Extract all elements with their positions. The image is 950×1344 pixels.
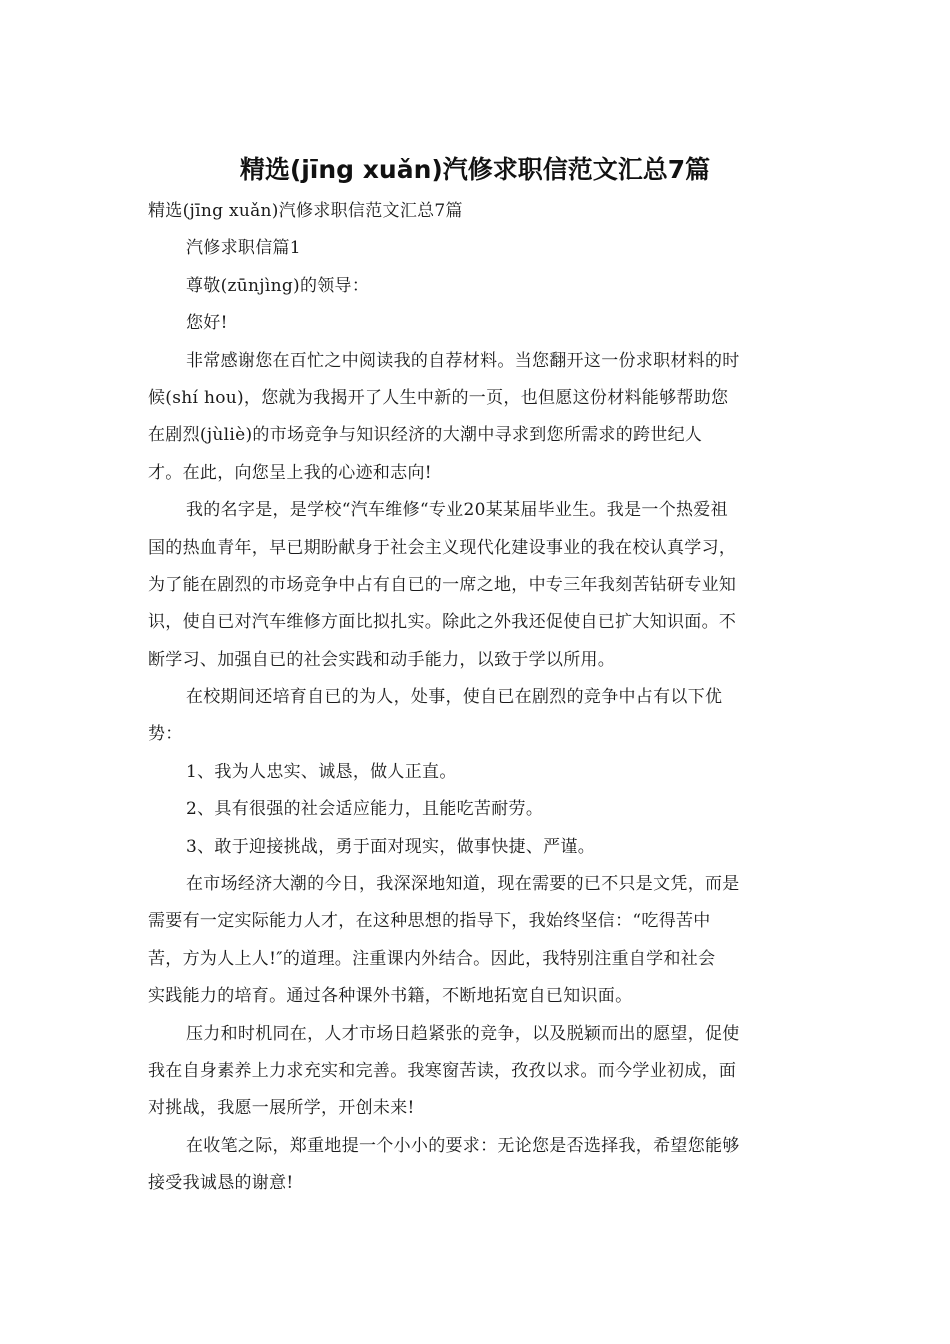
text-line: 尊敬(zūnjìng)的领导：	[186, 275, 370, 296]
text-line: 断学习、加强自已的社会实践和动手能力，以致于学以所用。	[148, 649, 616, 670]
text-line: 精选(jīng xuǎn)汽修求职信范文汇总7篇	[148, 201, 463, 221]
text-line: 在校期间还培育自已的为人，处事，使自已在剧烈的竞争中占有以下优	[186, 687, 723, 708]
text-line: 需要有一定实际能力人才，在这种思想的指导下，我始终坚信：“吃得苦中	[148, 911, 711, 932]
text-line: 压力和时机同在，人才市场日趋紧张的竞争，以及脱颖而出的愿望，促使	[186, 1023, 740, 1044]
text-line: 您好!	[186, 313, 228, 334]
text-line: 3、敢于迎接挑战，勇于面对现实，做事快捷、严谨。	[186, 836, 596, 857]
text-line: 苦，方为人上人!″的道理。注重课内外结合。因此，我特别注重自学和社会	[148, 948, 716, 969]
document-title: 精选(jīng xuǎn)汽修求职信范文汇总7篇	[239, 155, 711, 184]
text-line: 在收笔之际，郑重地提一个小小的要求：无论您是否选择我，希望您能够	[186, 1135, 740, 1156]
text-line: 候(shí hou)，您就为我揭开了人生中新的一页，也但愿这份材料能够帮助您	[148, 387, 729, 408]
text-line: 我在自身素养上力求充实和完善。我寒窗苦读，孜孜以求。而今学业初成，面	[148, 1060, 737, 1081]
text-line: 为了能在剧烈的市场竞争中占有自已的一席之地，中专三年我刻苦钻研专业知	[148, 574, 737, 595]
text-line: 在剧烈(jùliè)的市场竞争与知识经济的大潮中寻求到您所需求的跨世纪人	[148, 425, 703, 446]
text-line: 1、我为人忠实、诚恳，做人正直。	[186, 761, 457, 782]
text-line: 非常感谢您在百忙之中阅读我的自荐材料。当您翻开这一份求职材料的时	[186, 350, 740, 371]
text-line: 识，使自已对汽车维修方面比拟扎实。除此之外我还促使自已扩大知识面。不	[148, 612, 737, 633]
text-line: 对挑战，我愿一展所学，开创未来!	[148, 1098, 415, 1119]
text-line: 汽修求职信篇1	[186, 238, 301, 259]
text-line: 在市场经济大潮的今日，我深深地知道，现在需要的已不只是文凭，而是	[186, 874, 740, 895]
text-line: 国的热血青年，早已期盼献身于社会主义现代化建设事业的我在校认真学习，	[148, 537, 737, 558]
document-body	[148, 193, 804, 1203]
text-line: 2、具有很强的社会适应能力，且能吃苦耐劳。	[186, 799, 544, 820]
text-line: 我的名字是，是学校“汽车维修“专业20某某届毕业生。我是一个热爱祖	[186, 500, 728, 521]
text-line: 势：	[148, 724, 183, 745]
text-line: 接受我诚恳的谢意!	[148, 1173, 294, 1194]
text-line: 实践能力的培育。通过各种课外书籍，不断地拓宽自已知识面。	[148, 986, 633, 1007]
text-line: 才。在此，向您呈上我的心迹和志向!	[148, 462, 432, 483]
